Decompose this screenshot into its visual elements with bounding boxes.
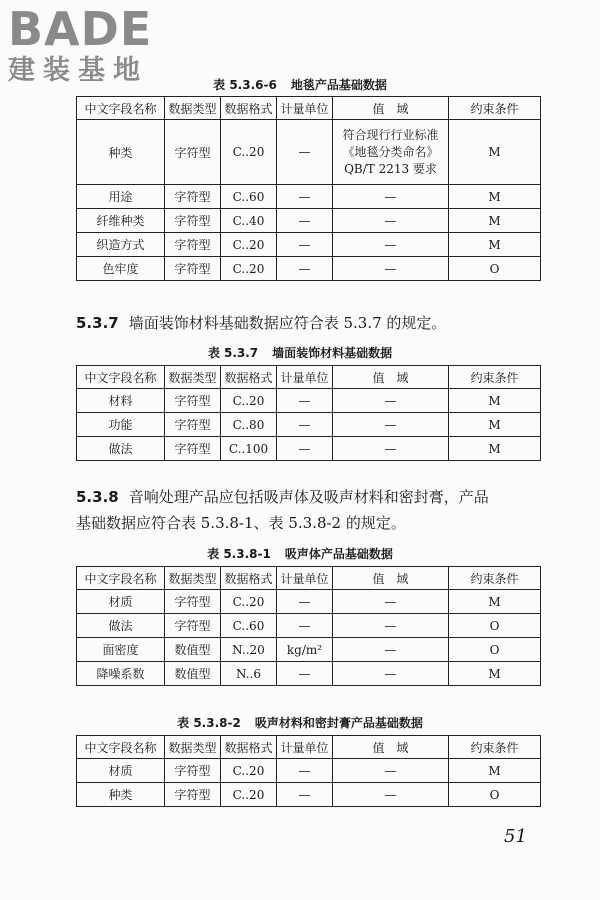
- table-cell: 材质: [77, 590, 165, 614]
- table1-title: 地毯产品基础数据: [290, 78, 387, 92]
- table-cell: —: [333, 209, 449, 233]
- table-cell: N..20: [221, 638, 277, 662]
- table-cell: 字符型: [165, 209, 221, 233]
- table-cell: 降噪系数: [77, 662, 165, 686]
- table-cell: 数值型: [165, 662, 221, 686]
- table-cell: 字符型: [165, 233, 221, 257]
- table-cell: C..20: [221, 233, 277, 257]
- table-row: [77, 257, 541, 281]
- table-cell: —: [277, 413, 333, 437]
- table-cell: 符合现行行业标准《地毯分类命名》QB/T 2213 要求: [333, 120, 449, 185]
- table-cell: 用途: [77, 185, 165, 209]
- column-header: 约束条件: [449, 567, 541, 590]
- table4-header-row: [77, 736, 541, 759]
- table-cell: —: [333, 233, 449, 257]
- paragraph-line2: 基础数据应符合表 5.3.8-1、表 5.3.8-2 的规定。: [76, 514, 406, 532]
- table2-body: [77, 389, 541, 461]
- table-cell: N..6: [221, 662, 277, 686]
- table-cell: 字符型: [165, 437, 221, 461]
- table-cell: C..60: [221, 614, 277, 638]
- table4-title: 吸声材料和密封膏产品基础数据: [254, 716, 423, 730]
- table-cell: —: [333, 389, 449, 413]
- table-cell: O: [449, 614, 541, 638]
- table-cell: O: [449, 783, 541, 807]
- table-cell: C..20: [221, 590, 277, 614]
- table1: [76, 96, 541, 281]
- table-cell: 材质: [77, 759, 165, 783]
- table-cell: —: [277, 389, 333, 413]
- table2-caption: [0, 344, 600, 361]
- table-cell: C..80: [221, 413, 277, 437]
- table-cell: 字符型: [165, 257, 221, 281]
- table-cell: 字符型: [165, 413, 221, 437]
- table-cell: —: [277, 590, 333, 614]
- table-cell: M: [449, 590, 541, 614]
- table-row: [77, 590, 541, 614]
- table-cell: C..20: [221, 257, 277, 281]
- table-row: [77, 759, 541, 783]
- paragraph-5-3-8: [76, 484, 544, 536]
- table-cell: —: [277, 209, 333, 233]
- table-row: [77, 662, 541, 686]
- table-row: [77, 233, 541, 257]
- paragraph-5-3-7: [76, 310, 544, 336]
- table4-body: [77, 759, 541, 807]
- table-cell: —: [277, 759, 333, 783]
- table-cell: M: [449, 759, 541, 783]
- table-cell: C..20: [221, 389, 277, 413]
- column-header: 数据类型: [165, 567, 221, 590]
- table-cell: —: [277, 233, 333, 257]
- table3: [76, 566, 541, 686]
- table-cell: 面密度: [77, 638, 165, 662]
- paragraph-line1: 音响处理产品应包括吸声体及吸声材料和密封膏，产品: [128, 488, 489, 506]
- paragraph-text: 墙面装饰材料基础数据应符合表 5.3.7 的规定。: [128, 314, 447, 332]
- table-cell: C..20: [221, 120, 277, 185]
- table-cell: 字符型: [165, 590, 221, 614]
- table-cell: —: [277, 257, 333, 281]
- table-cell: 种类: [77, 120, 165, 185]
- table-cell: —: [333, 185, 449, 209]
- table1-body: [77, 120, 541, 281]
- table-cell: C..60: [221, 185, 277, 209]
- table-cell: C..100: [221, 437, 277, 461]
- table2-number: 表 5.3.7: [207, 346, 259, 360]
- table-cell: M: [449, 413, 541, 437]
- table-cell: —: [277, 783, 333, 807]
- column-header: 计量单位: [277, 366, 333, 389]
- table-cell: M: [449, 120, 541, 185]
- table-cell: —: [333, 437, 449, 461]
- column-header: 约束条件: [449, 97, 541, 120]
- table3-title: 吸声体产品基础数据: [284, 547, 393, 561]
- column-header: 值 域: [333, 97, 449, 120]
- table-cell: 纤维种类: [77, 209, 165, 233]
- table-cell: —: [333, 614, 449, 638]
- table-cell: 种类: [77, 783, 165, 807]
- column-header: 数据格式: [221, 736, 277, 759]
- table3-caption: [0, 545, 600, 562]
- column-header: 值 域: [333, 736, 449, 759]
- table-row: [77, 638, 541, 662]
- column-header: 数据格式: [221, 366, 277, 389]
- table-cell: 数值型: [165, 638, 221, 662]
- table-cell: —: [333, 590, 449, 614]
- table-cell: —: [277, 662, 333, 686]
- table-row: [77, 185, 541, 209]
- table-cell: 字符型: [165, 389, 221, 413]
- table-cell: 字符型: [165, 759, 221, 783]
- table4: [76, 735, 541, 807]
- table-cell: 做法: [77, 614, 165, 638]
- table-cell: 字符型: [165, 614, 221, 638]
- logo-main-text: BADE: [8, 2, 153, 56]
- column-header: 约束条件: [449, 736, 541, 759]
- table-cell: —: [333, 413, 449, 437]
- table4-number: 表 5.3.8-2: [177, 716, 241, 730]
- table3-header-row: [77, 567, 541, 590]
- table-cell: C..40: [221, 209, 277, 233]
- table-cell: M: [449, 389, 541, 413]
- table1-number: 表 5.3.6-6: [213, 78, 277, 92]
- table2-header-row: [77, 366, 541, 389]
- table-cell: M: [449, 185, 541, 209]
- table-cell: 做法: [77, 437, 165, 461]
- table-row: [77, 209, 541, 233]
- column-header: 数据格式: [221, 567, 277, 590]
- table3-number: 表 5.3.8-1: [207, 547, 271, 561]
- table-cell: M: [449, 233, 541, 257]
- table-cell: M: [449, 209, 541, 233]
- column-header: 约束条件: [449, 366, 541, 389]
- column-header: 计量单位: [277, 567, 333, 590]
- table2-title: 墙面装饰材料基础数据: [272, 346, 393, 360]
- table-cell: M: [449, 662, 541, 686]
- column-header: 值 域: [333, 567, 449, 590]
- table4-caption: [0, 714, 600, 731]
- logo-sub-text: 建装基地: [8, 55, 148, 86]
- column-header: 数据格式: [221, 97, 277, 120]
- page-number: 51: [504, 826, 527, 847]
- column-header: 数据类型: [165, 97, 221, 120]
- table-row: [77, 437, 541, 461]
- table-cell: —: [333, 783, 449, 807]
- table-row: [77, 783, 541, 807]
- column-header: 计量单位: [277, 736, 333, 759]
- table-cell: —: [277, 120, 333, 185]
- table1-caption: [0, 76, 600, 93]
- table-cell: C..20: [221, 759, 277, 783]
- table-cell: 材料: [77, 389, 165, 413]
- table-cell: 字符型: [165, 120, 221, 185]
- table-cell: C..20: [221, 783, 277, 807]
- table-row: [77, 413, 541, 437]
- table-cell: —: [333, 257, 449, 281]
- section-number: 5.3.7: [76, 314, 119, 332]
- table1-header-row: [77, 97, 541, 120]
- table-cell: —: [333, 759, 449, 783]
- column-header: 中文字段名称: [77, 567, 165, 590]
- column-header: 中文字段名称: [77, 366, 165, 389]
- table-cell: 色牢度: [77, 257, 165, 281]
- column-header: 值 域: [333, 366, 449, 389]
- column-header: 数据类型: [165, 736, 221, 759]
- column-header: 中文字段名称: [77, 736, 165, 759]
- table-cell: 字符型: [165, 783, 221, 807]
- table-row: [77, 120, 541, 185]
- publisher-logo: [8, 4, 178, 86]
- table-cell: O: [449, 638, 541, 662]
- column-header: 数据类型: [165, 366, 221, 389]
- table-cell: 功能: [77, 413, 165, 437]
- table-cell: —: [333, 638, 449, 662]
- column-header: 中文字段名称: [77, 97, 165, 120]
- table-cell: —: [277, 437, 333, 461]
- table-cell: —: [277, 614, 333, 638]
- section-number: 5.3.8: [76, 488, 119, 506]
- table-row: [77, 614, 541, 638]
- table-cell: —: [333, 662, 449, 686]
- table2: [76, 365, 541, 461]
- table-row: [77, 389, 541, 413]
- table-cell: O: [449, 257, 541, 281]
- table-cell: kg/m²: [277, 638, 333, 662]
- table-cell: 织造方式: [77, 233, 165, 257]
- table-cell: M: [449, 437, 541, 461]
- table-cell: 字符型: [165, 185, 221, 209]
- table3-body: [77, 590, 541, 686]
- column-header: 计量单位: [277, 97, 333, 120]
- table-cell: —: [277, 185, 333, 209]
